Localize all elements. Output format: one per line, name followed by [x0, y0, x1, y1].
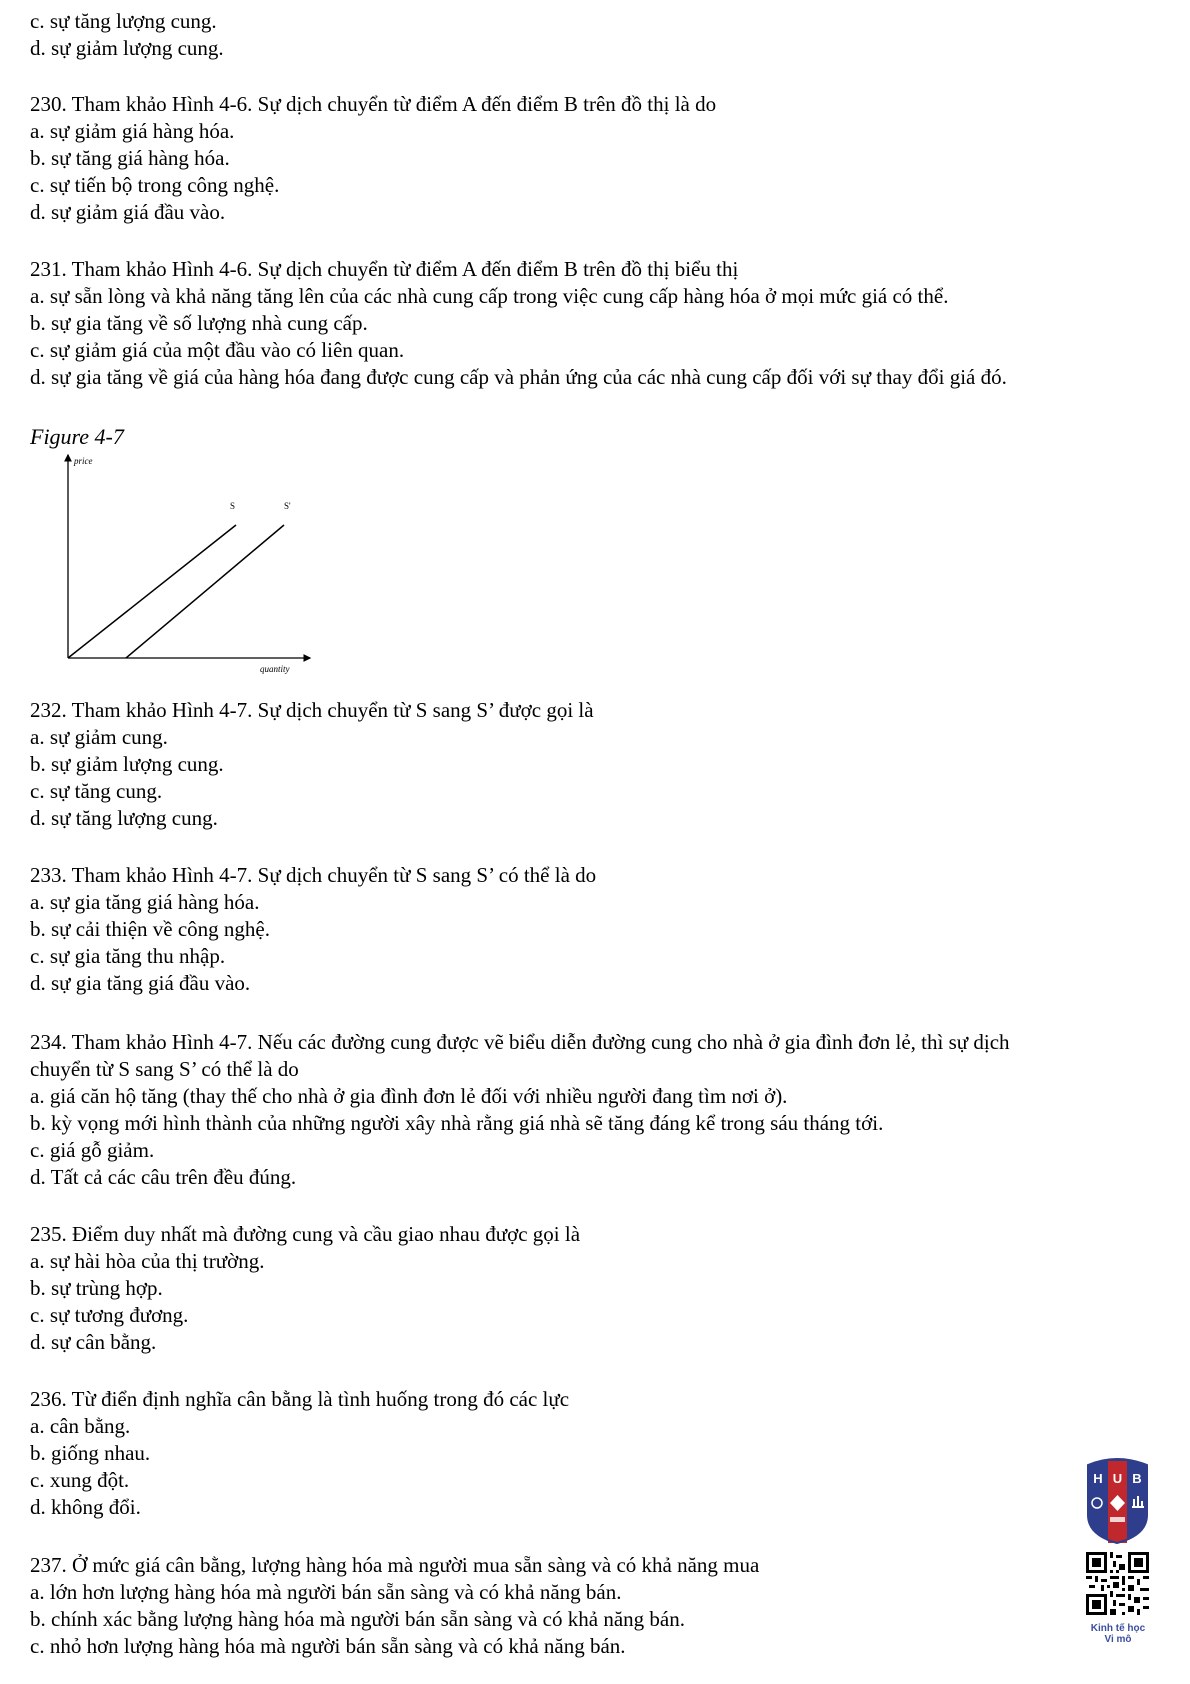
hub-logo — [1085, 1455, 1150, 1545]
text-line: a. giá căn hộ tăng (thay thế cho nhà ở gia đình đơn lẻ đối với nhiều người đang tìm nơi ở). — [30, 1084, 788, 1108]
text-line: b. sự cải thiện về công nghệ. — [30, 917, 270, 941]
text-line: a. sự giảm cung. — [30, 725, 168, 749]
text-line: b. sự trùng hợp. — [30, 1276, 163, 1300]
curve-s-label: S — [230, 501, 236, 511]
text-line: d. sự gia tăng về giá của hàng hóa đang được cung cấp và phản ứng của các nhà cung cấp đối với sự thay đổi giá đó. — [30, 365, 1007, 389]
text-line: d. không đổi. — [30, 1495, 141, 1519]
y-axis-label: price — [74, 456, 93, 466]
text-line: a. sự hài hòa của thị trường. — [30, 1249, 265, 1273]
text-line: c. sự tiến bộ trong công nghệ. — [30, 173, 280, 197]
text-line: a. cân bằng. — [30, 1414, 131, 1438]
supply-curve-s-prime — [126, 525, 284, 658]
text-line: a. sự sẵn lòng và khả năng tăng lên của các nhà cung cấp trong việc cung cấp hàng hóa ở mọi mức giá có thể. — [30, 284, 949, 308]
logo-letter-b: B — [1132, 1471, 1142, 1486]
x-axis-label: quantity — [260, 664, 290, 674]
text-line: 230. Tham khảo Hình 4-6. Sự dịch chuyển từ điểm A đến điểm B trên đồ thị là do — [30, 92, 717, 116]
text-line: 233. Tham khảo Hình 4-7. Sự dịch chuyển từ S sang S’ có thể là do — [30, 863, 597, 887]
text-line: 236. Từ điển định nghĩa cân bằng là tình huống trong đó các lực — [30, 1387, 570, 1411]
text-line: d. sự tăng lượng cung. — [30, 806, 218, 830]
text-line: 235. Điểm duy nhất mà đường cung và cầu giao nhau được gọi là — [30, 1222, 581, 1246]
supply-curve-s — [68, 525, 236, 658]
text-line: c. sự tăng cung. — [30, 779, 163, 803]
text-line: a. lớn hơn lượng hàng hóa mà người bán sẵn sàng và có khả năng bán. — [30, 1580, 622, 1604]
text-line: d. sự gia tăng giá đầu vào. — [30, 971, 251, 995]
text-line: c. sự tương đương. — [30, 1303, 189, 1327]
text-line: b. sự gia tăng về số lượng nhà cung cấp. — [30, 311, 368, 335]
text-line: c. sự tăng lượng cung. — [30, 9, 217, 33]
supply-shift-figure — [60, 450, 320, 675]
text-line: a. sự gia tăng giá hàng hóa. — [30, 890, 260, 914]
text-line: d. Tất cả các câu trên đều đúng. — [30, 1165, 297, 1189]
logo-caption-course: Vi mô — [1104, 1634, 1132, 1645]
text-line: chuyển từ S sang S’ có thể là do — [30, 1057, 299, 1081]
text-line: d. sự cân bằng. — [30, 1330, 157, 1354]
logo-letter-h: H — [1093, 1471, 1103, 1486]
curve-s-prime-label: S' — [284, 501, 291, 511]
text-line: b. giống nhau. — [30, 1441, 151, 1465]
text-line: c. sự gia tăng thu nhập. — [30, 944, 226, 968]
text-line: b. sự tăng giá hàng hóa. — [30, 146, 230, 170]
text-line: b. sự giảm lượng cung. — [30, 752, 224, 776]
text-line: c. giá gỗ giảm. — [30, 1138, 155, 1162]
text-line: 231. Tham khảo Hình 4-6. Sự dịch chuyển từ điểm A đến điểm B trên đồ thị biểu thị — [30, 257, 739, 281]
logo-caption-subject: Kinh tế học — [1090, 1623, 1146, 1634]
text-line: c. nhỏ hơn lượng hàng hóa mà người bán sẵn sàng và có khả năng bán. — [30, 1634, 626, 1658]
text-line: b. chính xác bằng lượng hàng hóa mà người bán sẵn sàng và có khả năng bán. — [30, 1607, 685, 1631]
text-line: c. xung đột. — [30, 1468, 130, 1492]
text-line: 237. Ở mức giá cân bằng, lượng hàng hóa mà người mua sẵn sàng và có khả năng mua — [30, 1553, 760, 1577]
logo-letter-u: U — [1112, 1471, 1123, 1486]
figure-title: Figure 4-7 — [30, 424, 124, 449]
qr-code — [1086, 1552, 1149, 1615]
text-line: d. sự giảm giá đầu vào. — [30, 200, 226, 224]
text-line: 232. Tham khảo Hình 4-7. Sự dịch chuyển từ S sang S’ được gọi là — [30, 698, 594, 722]
text-line: a. sự giảm giá hàng hóa. — [30, 119, 235, 143]
text-line: c. sự giảm giá của một đầu vào có liên quan. — [30, 338, 405, 362]
text-line: d. sự giảm lượng cung. — [30, 36, 224, 60]
text-line: 234. Tham khảo Hình 4-7. Nếu các đường cung được vẽ biểu diễn đường cung cho nhà ở gia đình đơn lẻ, thì sự dịch — [30, 1030, 1010, 1054]
text-line: b. kỳ vọng mới hình thành của những người xây nhà rằng giá nhà sẽ tăng đáng kể trong sáu tháng tới. — [30, 1111, 884, 1135]
